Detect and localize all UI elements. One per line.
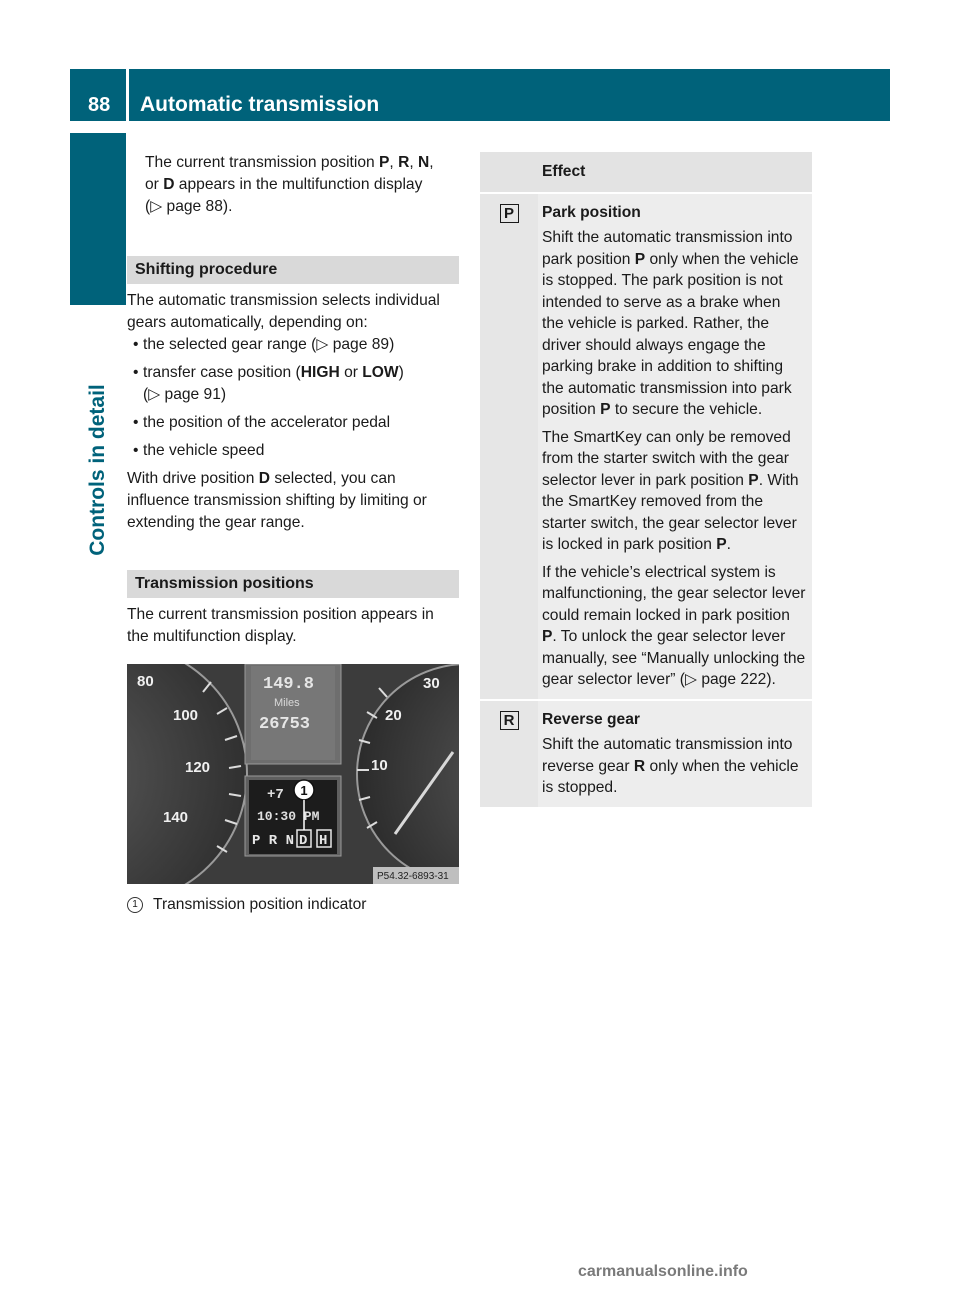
photo-reference: P54.32-6893-31 xyxy=(377,871,449,882)
park-title: Park position xyxy=(542,203,641,221)
callout-marker: 1 xyxy=(300,783,308,798)
table-header-key xyxy=(480,152,538,192)
table-header-effect: Effect xyxy=(538,152,812,192)
park-paragraph-3: If the vehicle’s electrical system is malfunctioning, the gear selector lever could remain locked in park position P. To unlock the gear selector lever manually, see “Manually unlocking the gear selector lever” (▷ page 222). xyxy=(542,563,806,688)
display-odometer: 26753 xyxy=(259,715,311,734)
caption-marker: 1 xyxy=(127,897,143,913)
shifting-intro: The automatic transmission selects individual gears automatically, depending on: xyxy=(127,292,440,331)
gear-key-cell xyxy=(480,701,538,807)
park-effect-cell xyxy=(538,194,812,699)
speed-label-140: 140 xyxy=(163,809,189,826)
section-heading-positions: Transmission positions xyxy=(127,570,459,598)
header-divider xyxy=(126,69,129,121)
bullet-transfer-case-ref: (▷ page 91) xyxy=(143,386,227,403)
display-gear-selected: D xyxy=(299,833,308,849)
watermark-link[interactable]: carmanualsonline.info xyxy=(578,1263,748,1280)
reverse-paragraph-1: Shift the automatic transmission into reverse gear R only when the vehicle is stopped. xyxy=(542,736,799,796)
cluster-illustration xyxy=(127,664,459,884)
intro-paragraph: The current transmission position P, R, N, or D appears in the multifunction display (▷ page 88). xyxy=(145,154,434,215)
rpm-label-10: 10 xyxy=(371,757,388,774)
table-row-reverse xyxy=(480,699,812,807)
left-column xyxy=(127,152,459,916)
speed-label-120: 120 xyxy=(185,759,211,776)
section-heading-shifting: Shifting procedure xyxy=(127,256,459,284)
display-temperature: +7 xyxy=(267,787,284,803)
shifting-paragraph: With drive position D selected, you can influence transmission shifting by limiting or extending the gear range. xyxy=(127,470,427,531)
display-time: 10:30 PM xyxy=(257,809,320,824)
effect-table xyxy=(480,152,812,807)
gear-r-symbol: R xyxy=(500,711,519,730)
side-tab-block xyxy=(70,133,126,305)
reverse-effect-cell xyxy=(538,701,812,807)
bullet-vehicle-speed: • the vehicle speed xyxy=(127,440,459,462)
display-distance: 149.8 xyxy=(263,675,315,694)
table-header-row xyxy=(480,152,812,192)
page-title: Automatic transmission xyxy=(140,93,380,116)
reverse-title: Reverse gear xyxy=(542,710,640,728)
page-number: 88 xyxy=(88,94,111,116)
display-gears: P R N xyxy=(252,833,295,849)
positions-paragraph: The current transmission position appears in the multifunction display. xyxy=(127,606,434,645)
display-gear-extra: H xyxy=(319,833,328,849)
speed-label-100: 100 xyxy=(173,707,199,724)
rpm-label-30: 30 xyxy=(423,675,440,692)
bullet-transfer-case: • transfer case position (HIGH or LOW) xyxy=(127,362,459,384)
park-paragraph-1: Shift the automatic transmission into park position P only when the vehicle is stopped. The park position is not intended to serve as a brake when the vehicle is parked. Rather, the driver should always engage the parking brake in addition to shifting the automatic transmission into park position P to secure the vehicle. xyxy=(542,229,799,418)
gear-key-cell xyxy=(480,194,538,699)
bullet-accelerator: • the position of the accelerator pedal xyxy=(127,412,459,434)
caption-text: Transmission position indicator xyxy=(153,896,367,913)
park-paragraph-2: The SmartKey can only be removed from the starter switch with the gear selector lever in park position P. With the SmartKey removed from the starter switch, the gear selector lever is locked in park position P. xyxy=(542,428,799,553)
bullet-gear-range: • the selected gear range (▷ page 89) xyxy=(127,334,459,356)
table-row-park xyxy=(480,192,812,699)
speed-label-80: 80 xyxy=(137,673,154,690)
gear-p-symbol: P xyxy=(500,204,519,223)
rpm-label-20: 20 xyxy=(385,707,402,724)
section-side-label: Controls in detail xyxy=(86,384,110,556)
photo-caption xyxy=(127,894,459,916)
display-unit: Miles xyxy=(274,697,300,709)
instrument-cluster-photo xyxy=(127,664,459,884)
